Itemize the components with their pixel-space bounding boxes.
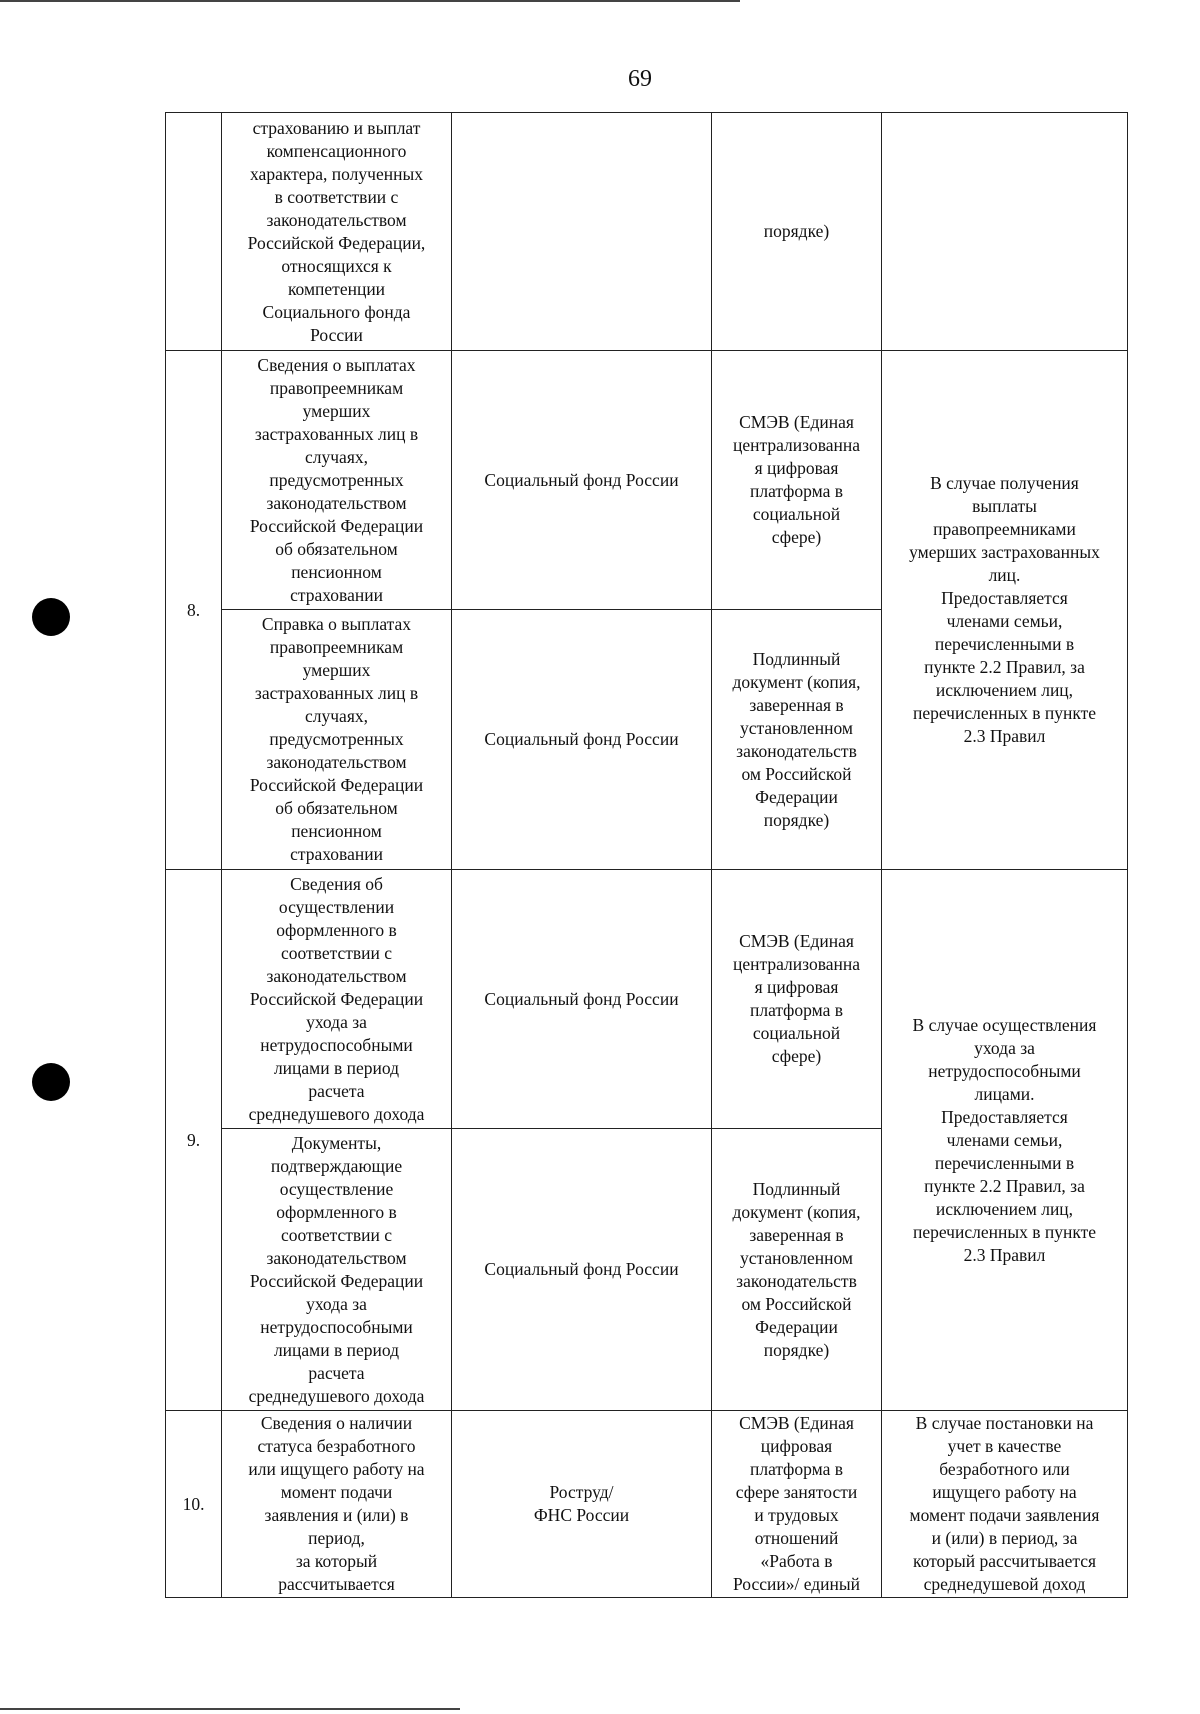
cell-text-line: момент подачи заявления xyxy=(909,1505,1100,1525)
cell-text-line: я цифровая xyxy=(754,977,839,997)
table-row-9a xyxy=(166,870,1128,1129)
source-cell: Социальный фонд России xyxy=(452,870,712,1129)
cell-text-line: членами семьи, xyxy=(946,1129,1063,1150)
cell-text-line: документ (копия, xyxy=(732,671,861,692)
row-number: 8. xyxy=(166,351,222,870)
cell-text-line: осуществление xyxy=(279,1178,394,1199)
cell-text-line: В случае постановки на xyxy=(915,1413,1094,1433)
cell-text-line: законодательством xyxy=(266,492,407,513)
cell-text-line: Федерации xyxy=(755,786,838,807)
cell-text-line: умерших xyxy=(302,660,371,680)
cell-text-line: ухода за xyxy=(974,1037,1035,1058)
cell-text-line: застрахованных лиц в xyxy=(254,683,419,703)
cell-text-line: законодательств xyxy=(736,1270,857,1291)
cell-text-line: нетрудоспособными xyxy=(928,1060,1081,1081)
note-cell xyxy=(882,870,1128,1411)
info-cell xyxy=(222,113,452,351)
cell-text-line: нетрудоспособными xyxy=(260,1316,413,1337)
cell-text-line: платформа в xyxy=(750,481,843,501)
note-cell xyxy=(882,113,1128,351)
method-cell xyxy=(712,113,882,351)
cell-text-line: лицами. xyxy=(974,1083,1035,1104)
cell-text-line: ухода за xyxy=(306,1293,367,1314)
cell-text-line: сфере) xyxy=(771,527,822,547)
cell-text-line: СМЭВ (Единая xyxy=(739,412,854,432)
cell-text-line: компетенции xyxy=(287,278,386,299)
cell-text-line: соответствии с xyxy=(280,942,393,963)
bottom-edge-line xyxy=(0,1708,460,1710)
cell-text-line: Сведения о наличии xyxy=(260,1413,413,1433)
cell-text-line: умерших xyxy=(302,400,371,421)
source-cell: Социальный фонд России xyxy=(452,351,712,610)
info-cell xyxy=(222,870,452,1129)
cell-text-line: компенсационного xyxy=(266,140,407,161)
cell-text-line: перечисленными в xyxy=(934,634,1075,654)
cell-text-line: заверенная в xyxy=(749,694,844,715)
cell-text-line: который рассчитывается xyxy=(912,1551,1097,1571)
cell-text-line: и трудовых xyxy=(754,1505,839,1525)
table-row-10 xyxy=(166,1411,1128,1598)
cell-text-line: расчета xyxy=(308,1362,365,1383)
cell-text-line: предусмотренных xyxy=(269,469,404,490)
cell-text-line: цифровая xyxy=(760,1436,833,1456)
cell-text-line: лицами в период xyxy=(273,1057,400,1078)
cell-text-line: правопреемникам xyxy=(269,637,404,657)
cell-text-line: расчета xyxy=(308,1080,365,1101)
cell-text-line: законодательством xyxy=(266,965,407,986)
cell-text-line: СМЭВ (Единая xyxy=(739,931,854,951)
cell-text-line: умерших застрахованных xyxy=(909,542,1100,562)
cell-text-line: социальной xyxy=(752,1023,841,1043)
cell-text-line: 2.3 Правил xyxy=(963,726,1046,746)
cell-text-line: законодательством xyxy=(266,1247,407,1268)
cell-text-line: членами семьи, xyxy=(946,611,1063,631)
cell-text-line: оформленного в xyxy=(276,1201,397,1222)
cell-text-line: ухода за xyxy=(306,1011,367,1032)
cell-text-line: правопреемникам xyxy=(269,377,404,398)
note-cell xyxy=(882,351,1128,870)
cell-text-line: перечисленных в пункте xyxy=(912,703,1097,723)
cell-text-line: Документы, xyxy=(291,1132,382,1153)
cell-text-line: ом Российской xyxy=(741,763,852,784)
cell-text-line: страховании xyxy=(290,844,383,864)
cell-text-line: пункте 2.2 Правил, за xyxy=(924,1175,1085,1196)
cell-text-line: статуса безработного xyxy=(257,1436,416,1456)
source-cell xyxy=(452,1411,712,1598)
cell-text-line: и (или) в период, за xyxy=(931,1528,1078,1548)
cell-text-line: перечисленными в xyxy=(934,1152,1075,1173)
cell-text-line: централизованна xyxy=(733,435,860,455)
row-number: 10. xyxy=(166,1411,222,1598)
punch-hole-upper xyxy=(32,598,70,636)
cell-text-line: пенсионном xyxy=(291,821,382,841)
cell-text-line: подтверждающие xyxy=(270,1155,403,1176)
info-cell xyxy=(222,1411,452,1598)
cell-text-line: Предоставляется xyxy=(941,1106,1068,1127)
table-row-continued xyxy=(166,113,1128,351)
cell-text-line: правопреемниками xyxy=(933,519,1076,539)
cell-text-line: сфере) xyxy=(771,1046,822,1066)
cell-text-line: об обязательном xyxy=(275,538,398,559)
cell-text-line: Социального фонда xyxy=(262,301,411,322)
cell-text-line: среднедушевого дохода xyxy=(248,1103,425,1124)
cell-text-line: страховании xyxy=(290,584,383,605)
cell-text-line: период, xyxy=(308,1528,365,1548)
cell-text-line: платформа в xyxy=(750,1000,843,1020)
cell-text-line: Сведения об xyxy=(290,873,383,894)
info-cell xyxy=(222,610,452,870)
cell-text-line: лиц. xyxy=(988,565,1021,585)
cell-text-line: отношений xyxy=(754,1528,839,1548)
cell-text-line: осуществлении xyxy=(278,896,395,917)
cell-text-line: застрахованных лиц в xyxy=(254,423,419,444)
row-number xyxy=(166,113,222,351)
cell-text-line: за который xyxy=(295,1551,378,1571)
cell-text-line: безработного или xyxy=(939,1459,1070,1479)
cell-text-line: ом Российской xyxy=(741,1293,852,1314)
cell-text-line: страхованию и выплат xyxy=(252,117,421,138)
cell-text-line: документ (копия, xyxy=(732,1201,861,1222)
cell-text-line: среднедушевой доход xyxy=(923,1574,1086,1594)
cell-text-line: сфере занятости xyxy=(735,1482,858,1502)
cell-text-line: я цифровая xyxy=(754,458,839,478)
cell-text-line: законодательством xyxy=(266,209,407,230)
cell-text-line: оформленного в xyxy=(276,919,397,940)
cell-text-line: Российской Федерации xyxy=(249,775,424,795)
cell-text-line: Российской Федерации xyxy=(249,515,424,536)
info-cell xyxy=(222,1129,452,1411)
cell-text-line: законодательств xyxy=(736,740,857,761)
cell-text-line: пункте 2.2 Правил, за xyxy=(924,657,1085,677)
cell-text-line: перечисленных в пункте xyxy=(912,1221,1097,1242)
cell-text-line: социальной xyxy=(752,504,841,524)
cell-text-line: порядке) xyxy=(763,1339,830,1360)
note-cell xyxy=(882,1411,1128,1598)
cell-text-line: соответствии с xyxy=(280,1224,393,1245)
cell-text-line: или ищущего работу на xyxy=(248,1459,425,1479)
cell-text-line: Подлинный xyxy=(752,648,841,669)
source-cell: Социальный фонд России xyxy=(452,610,712,870)
page-number: 69 xyxy=(628,66,652,92)
cell-text-line: установленном xyxy=(739,717,853,738)
cell-text-line: заверенная в xyxy=(749,1224,844,1245)
cell-text-line: установленном xyxy=(739,1247,853,1268)
cell-text-line: пенсионном xyxy=(291,561,382,582)
cell-text-line: Подлинный xyxy=(752,1178,841,1199)
cell-text-line: В случае получения xyxy=(930,473,1079,493)
row-number: 9. xyxy=(166,870,222,1411)
cell-text-line: среднедушевого дохода xyxy=(248,1385,425,1406)
method-cell xyxy=(712,610,882,870)
cell-text-line: России xyxy=(310,324,363,345)
cell-text-line: Роструд/ xyxy=(549,1482,614,1502)
cell-text-line: выплаты xyxy=(972,496,1037,516)
cell-text-line: 2.3 Правил xyxy=(963,1244,1046,1265)
cell-text-line: в соответствии с xyxy=(274,186,399,207)
cell-text-line: порядке) xyxy=(763,221,830,241)
cell-text-line: «Работа в xyxy=(760,1551,833,1571)
cell-text-line: ФНС России xyxy=(533,1505,630,1525)
cell-text-line: исключением лиц, xyxy=(935,680,1074,700)
method-cell xyxy=(712,1129,882,1411)
cell-text-line: случаях, xyxy=(305,706,368,726)
cell-text-line: относящихся к xyxy=(281,255,392,276)
source-cell: Социальный фонд России xyxy=(452,1129,712,1411)
cell-text-line: Российской Федерации, xyxy=(247,232,426,253)
documents-table xyxy=(165,112,1128,1598)
cell-text-line: учет в качестве xyxy=(947,1436,1062,1456)
cell-text-line: момент подачи xyxy=(280,1482,393,1502)
source-cell xyxy=(452,113,712,351)
cell-text-line: Сведения о выплатах xyxy=(257,354,416,375)
cell-text-line: Российской Федерации xyxy=(249,1270,424,1291)
cell-text-line: рассчитывается xyxy=(278,1574,395,1594)
cell-text-line: платформа в xyxy=(750,1459,843,1479)
cell-text-line: исключением лиц, xyxy=(935,1198,1074,1219)
cell-text-line: случаях, xyxy=(305,446,368,467)
method-cell xyxy=(712,351,882,610)
cell-text-line: лицами в период xyxy=(273,1339,400,1360)
cell-text-line: порядке) xyxy=(763,809,830,830)
cell-text-line: характера, полученных xyxy=(250,163,423,184)
cell-text-line: об обязательном xyxy=(275,798,398,818)
cell-text-line: централизованна xyxy=(733,954,860,974)
cell-text-line: Федерации xyxy=(755,1316,838,1337)
table-row-8a xyxy=(166,351,1128,610)
method-cell xyxy=(712,1411,882,1598)
top-edge-line xyxy=(0,0,740,2)
cell-text-line: Справка о выплатах xyxy=(261,614,412,634)
cell-text-line: законодательством xyxy=(266,752,407,772)
cell-text-line: предусмотренных xyxy=(269,729,404,749)
punch-hole-lower xyxy=(32,1063,70,1101)
cell-text-line: Предоставляется xyxy=(941,588,1068,608)
cell-text-line: Российской Федерации xyxy=(249,988,424,1009)
cell-text-line: России»/ единый xyxy=(732,1574,861,1594)
info-cell xyxy=(222,351,452,610)
method-cell xyxy=(712,870,882,1129)
cell-text-line: СМЭВ (Единая xyxy=(739,1413,854,1433)
cell-text-line: заявления и (или) в xyxy=(264,1505,409,1525)
cell-text-line: ищущего работу на xyxy=(932,1482,1077,1502)
cell-text-line: В случае осуществления xyxy=(912,1014,1097,1035)
cell-text-line: нетрудоспособными xyxy=(260,1034,413,1055)
